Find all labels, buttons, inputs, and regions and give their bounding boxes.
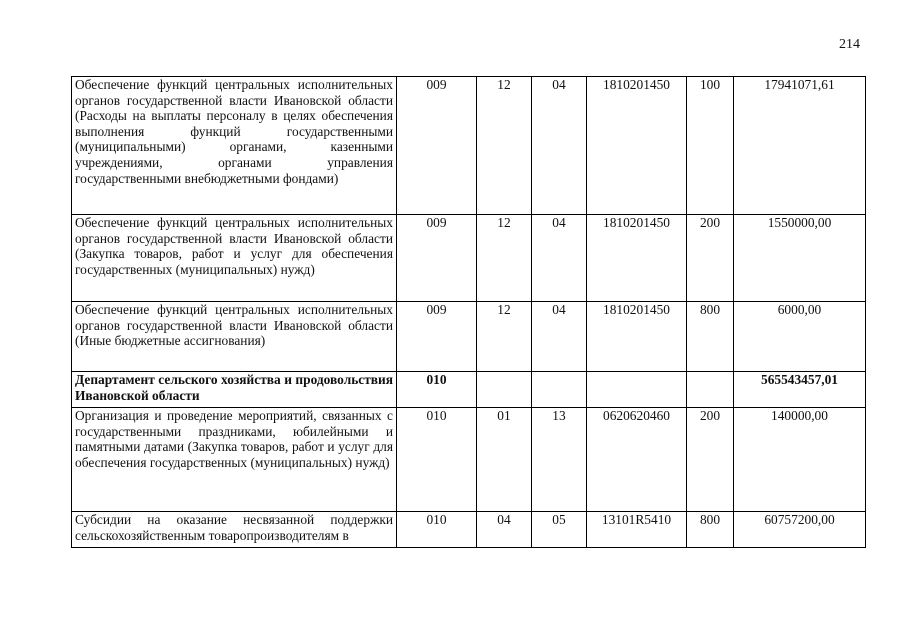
target-article-code: 0620620460 <box>587 408 687 512</box>
table-row <box>72 302 866 372</box>
table-row <box>72 512 866 548</box>
amount: 140000,00 <box>734 408 866 512</box>
subsection-code: 13 <box>532 408 587 512</box>
expense-type-code: 800 <box>687 302 734 372</box>
subsection-code: 04 <box>532 77 587 215</box>
section-code: 04 <box>477 512 532 548</box>
subsection-code: 04 <box>532 302 587 372</box>
amount: 17941071,61 <box>734 77 866 215</box>
amount: 1550000,00 <box>734 215 866 302</box>
expense-type-code: 200 <box>687 215 734 302</box>
section-code: 12 <box>477 302 532 372</box>
ministry-code: 010 <box>397 512 477 548</box>
ministry-code: 010 <box>397 408 477 512</box>
target-article-code: 13101R5410 <box>587 512 687 548</box>
target-article-code <box>587 372 687 408</box>
target-article-code: 1810201450 <box>587 215 687 302</box>
table-row <box>72 408 866 512</box>
table-row <box>72 77 866 215</box>
row-description: Организация и проведение мероприятий, связанных с государственными праздниками, юбилейными и памятными датами (Закупка товаров, работ и услуг для обеспечения государственных (муниципальных) нужд) <box>72 408 397 512</box>
budget-table-body <box>72 77 866 548</box>
ministry-code: 009 <box>397 215 477 302</box>
page-number: 214 <box>839 37 860 52</box>
section-code: 12 <box>477 77 532 215</box>
expense-type-code: 100 <box>687 77 734 215</box>
expense-type-code: 800 <box>687 512 734 548</box>
subsection-code: 05 <box>532 512 587 548</box>
target-article-code: 1810201450 <box>587 77 687 215</box>
expense-type-code <box>687 372 734 408</box>
amount: 6000,00 <box>734 302 866 372</box>
section-code: 12 <box>477 215 532 302</box>
ministry-code: 009 <box>397 77 477 215</box>
section-code <box>477 372 532 408</box>
department-total: 565543457,01 <box>734 372 866 408</box>
row-description: Субсидии на оказание несвязанной поддержки сельскохозяйственным товаропроизводителям в <box>72 512 397 548</box>
subsection-code: 04 <box>532 215 587 302</box>
row-description: Обеспечение функций центральных исполнительных органов государственной власти Ивановской области (Расходы на выплаты персоналу в целях обеспечения выполнения функций государственными (муниципальными) органами, казенными учреждениями, органами управления государственными внебюджетными фондами) <box>72 77 397 215</box>
row-description: Обеспечение функций центральных исполнительных органов государственной власти Ивановской области (Закупка товаров, работ и услуг для обеспечения государственных (муниципальных) нужд) <box>72 215 397 302</box>
budget-table <box>71 76 866 548</box>
expense-type-code: 200 <box>687 408 734 512</box>
table-row <box>72 215 866 302</box>
section-code: 01 <box>477 408 532 512</box>
amount: 60757200,00 <box>734 512 866 548</box>
ministry-code: 009 <box>397 302 477 372</box>
target-article-code: 1810201450 <box>587 302 687 372</box>
ministry-code: 010 <box>397 372 477 408</box>
row-description: Обеспечение функций центральных исполнительных органов государственной власти Ивановской области (Иные бюджетные ассигнования) <box>72 302 397 372</box>
table-row-department <box>72 372 866 408</box>
department-name: Департамент сельского хозяйства и продовольствия Ивановской области <box>72 372 397 408</box>
subsection-code <box>532 372 587 408</box>
